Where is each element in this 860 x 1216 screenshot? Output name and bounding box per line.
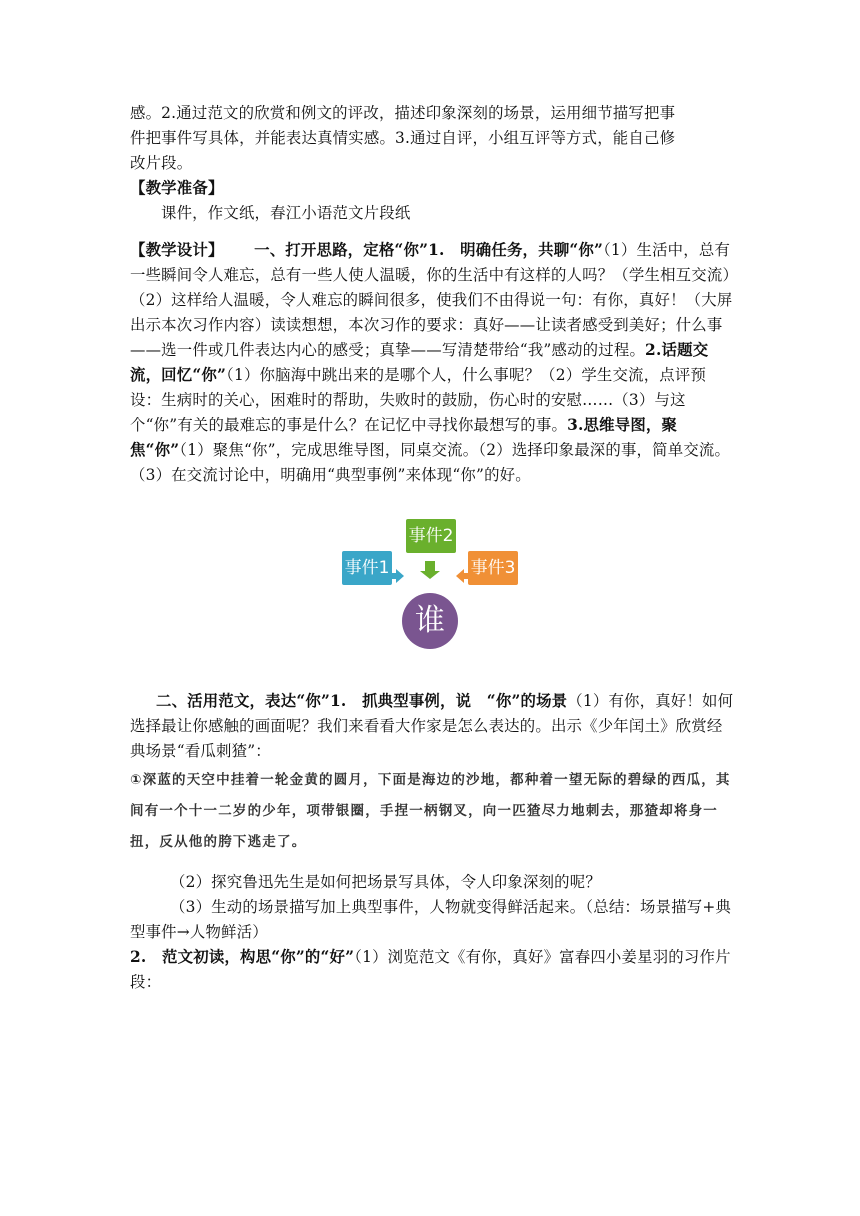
event3-box: 事件3 <box>468 551 518 585</box>
part2-questions <box>130 870 736 995</box>
design-paragraph <box>130 238 736 488</box>
question-2: （2）探究鲁迅先生是如何把场景写具体，令人印象深刻的呢？ <box>170 873 601 891</box>
section3-text: （1）聚焦“你”，完成思维导图，同桌交流。（2）选择印象最深的事，简单交流。（3）在交流讨论中，明确用“典型事例”来体现“你”的好。 <box>130 441 731 484</box>
section3-title: 3.思维导图，聚焦“你” <box>130 416 678 459</box>
event2-box: 事件2 <box>406 519 456 553</box>
part2-section2-text: （1）浏览范文《有你，真好》富春四小姜星羽的习作片段： <box>130 948 731 991</box>
intro-line: 件把事件写具体，并能表达真情实感。3.通过自评，小组互评等方式，能自己修 <box>130 129 676 147</box>
part2-paragraph <box>130 689 736 764</box>
design-heading: 【教学设计】 <box>130 241 224 259</box>
part2-section2-title: 2. 范文初读，构思“你”的“好” <box>130 948 355 966</box>
center-circle: 谁 <box>402 593 458 649</box>
excerpt-handwritten: ①深蓝的天空中挂着一轮金黄的圆月，下面是海边的沙地，都种着一望无际的碧绿的西瓜，其间有一个十一二岁的少年，项带银圈，手捏一柄钢叉，向一匹猹尽力地刺去，那猹却将身一扭，反从他的胯下逃走了。 <box>130 772 731 850</box>
section2-title: 2.话题交流，回忆“你” <box>130 341 709 384</box>
section1-text: （1）生活中，总有一些瞬间令人难忘，总有一些人使人温暖，你的生活中有这样的人吗？（学生相互交流）（2）这样给人温暖，令人难忘的瞬间很多，使我们不由得说一句：有你，真好！（大屏出示本次习作内容）读读想想，本次习作的要求：真好——让读者感受到美好；什么事——选一件或几件表达内心的感受；真挚——写清楚带给“我”感动的过程。 <box>130 241 733 359</box>
question-3: （3）生动的场景描写加上典型事件，人物就变得鲜活起来。（总结：场景描写+典型事件→人物鲜活） <box>130 898 732 941</box>
mind-map-diagram <box>340 513 520 643</box>
part2-text: （1）有你，真好！如何选择最让你感触的画面呢？我们来看看大作家是怎么表达的。出示《少年闰土》欣赏经典场景“看瓜刺猹”： <box>130 692 734 760</box>
intro-line: 感。2.通过范文的欣赏和例文的评改，描述印象深刻的场景，运用细节描写把事 <box>130 104 676 122</box>
intro-line: 改片段。 <box>130 154 193 172</box>
event1-box: 事件1 <box>342 551 392 585</box>
section2-text: （1）你脑海中跳出来的是哪个人，什么事呢？（2）学生交流，点评预设：生病时的关心，困难时的帮助，失败时的鼓励，伤心时的安慰……（3）与这个“你”有关的最难忘的事是什么？在记忆中寻找你最想写的事。 <box>130 366 707 434</box>
prep-body: 课件，作文纸，春江小语范文片段纸 <box>161 204 411 222</box>
prep-heading: 【教学准备】 <box>130 179 224 197</box>
part2-title: 二、活用范文，表达“你”1. 抓典型事例，说 “你”的场景 <box>156 692 568 710</box>
intro-paragraph <box>130 101 736 226</box>
section1-title: 一、打开思路，定格“你”1. 明确任务，共聊“你” <box>254 241 604 259</box>
